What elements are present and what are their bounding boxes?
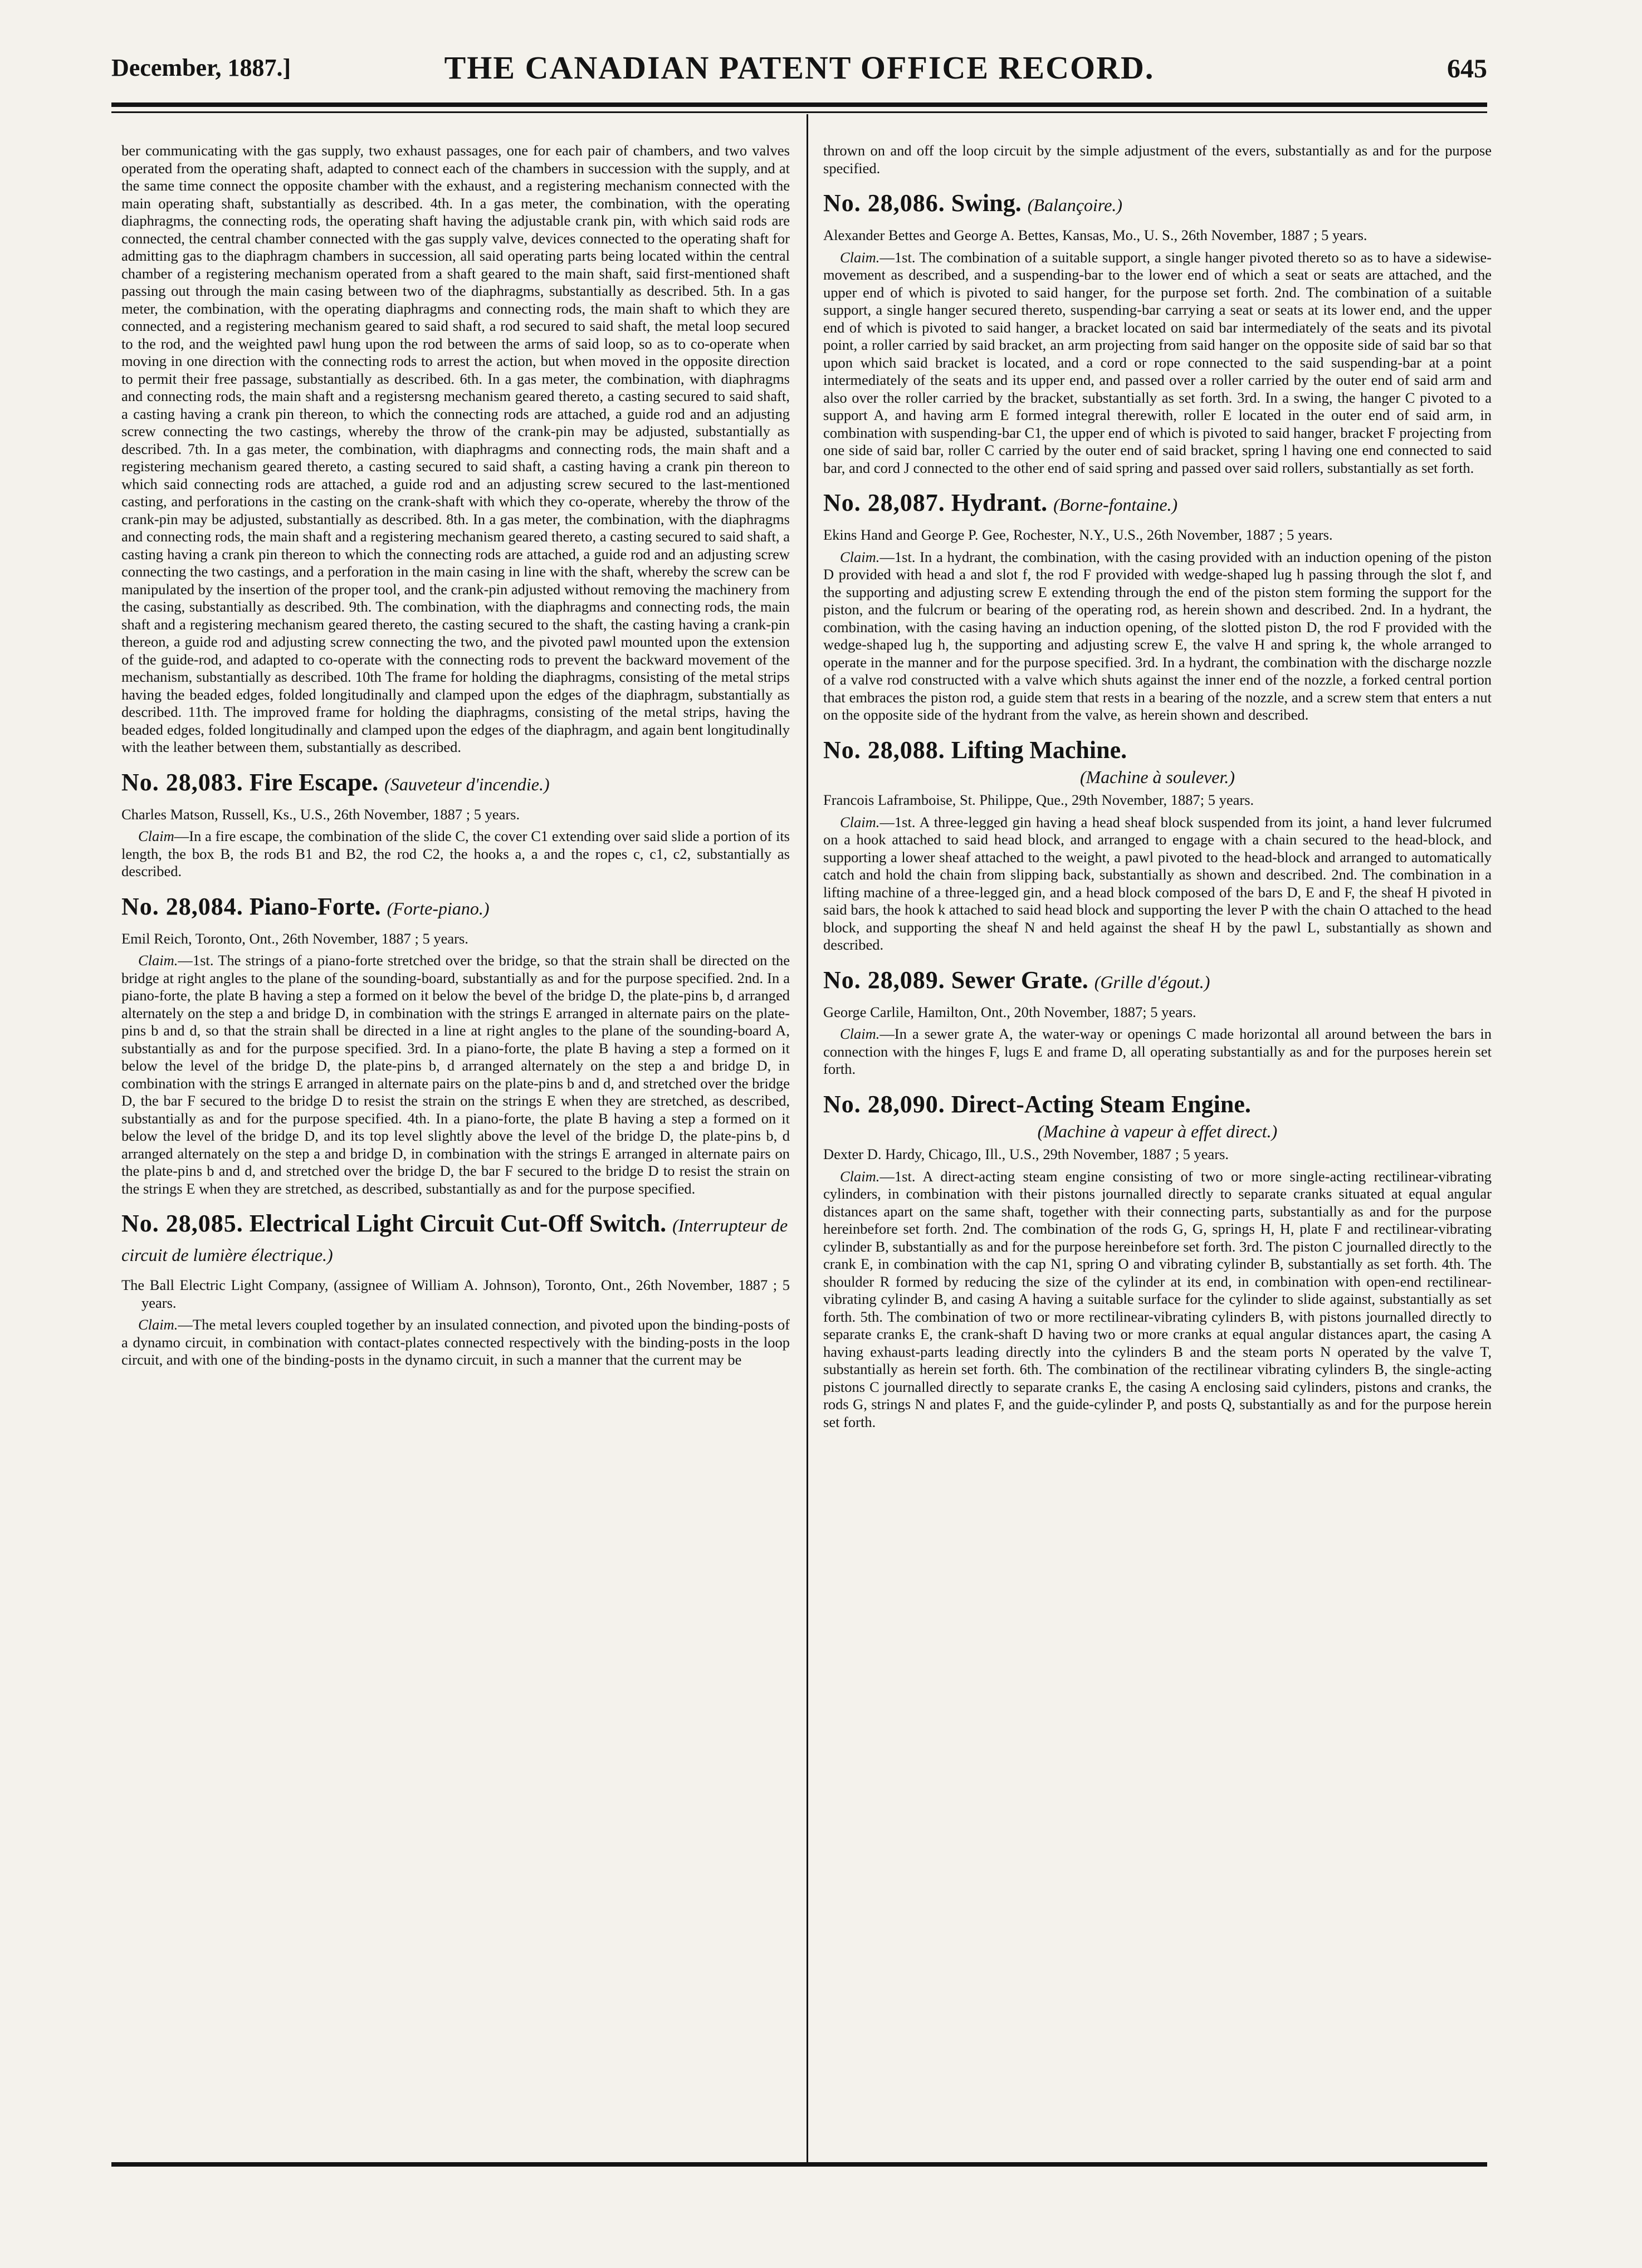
claim-label: Claim. (138, 952, 178, 969)
patent-heading (823, 736, 1492, 764)
issue-date: December, 1887.] (111, 54, 291, 81)
patent-entry-28083 (121, 769, 790, 881)
patent-grantee: Emil Reich, Toronto, Ont., 26th November, 1887 ; 5 years. (121, 930, 468, 947)
header-rule (111, 102, 1487, 107)
patent-entry-28089 (823, 966, 1492, 1078)
claim-label: Claim. (138, 1316, 178, 1333)
patent-heading (823, 1091, 1492, 1118)
patent-claim (823, 814, 1492, 954)
patent-heading (823, 489, 1492, 519)
patent-translation: (Sauveteur d'incendie.) (384, 774, 550, 794)
patent-heading (823, 966, 1492, 996)
continued-claim-text: thrown on and off the loop circuit by the simple adjustment of the evers, substantially as and for the purpose specified. (823, 142, 1492, 177)
claim-text: —The metal levers coupled together by an insulated connection, and pivoted upon the binding-posts of a dynamo circuit, in combination with contact-plates connected respectively with the binding-posts in the loop circuit, and with one of the binding-posts in the dynamo circuit, in such a manner that the current may be (121, 1316, 790, 1368)
right-column (823, 142, 1492, 2153)
patent-number: No. 28,085. (121, 1210, 243, 1237)
patent-title: Hydrant. (951, 489, 1048, 516)
page-number: 645 (1447, 54, 1487, 84)
patent-grantee: Alexander Bettes and George A. Bettes, Kansas, Mo., U. S., 26th November, 1887 ; 5 years. (823, 227, 1367, 243)
claim-text: —1st. A three-legged gin having a head sheaf block suspended from its joint, a hand lever fulcrumed on a hook attached to said head block, and arranged to engage with a chain secured to the head-block, and supporting a lower sheaf attached to the weight, a pawl pivoted to the head-block and arranged to automatically catch and hold the chain from slipping back, substantially as shown and described. 2nd. The combination in a lifting machine of a three-legged gin, and a head block composed of the bars D, E and F, the sheaf H pivoted in said bars, the hook k attached to said head block and supporting the lever P with the chain O attached to the head block, and supporting the sheaf N and held against the sheaf H by the pawl L, substantially as shown and described. (823, 813, 1492, 953)
patent-grantee: Charles Matson, Russell, Ks., U.S., 26th November, 1887 ; 5 years. (121, 805, 520, 823)
patent-number: No. 28,090. (823, 1090, 945, 1118)
claim-text: —In a fire escape, the combination of the slide C, the cover C1 extending over said slide a portion of its length, the box B, the rods B1 and B2, the rod C2, the hooks a, a and the ropes c, c1, c2, substantially as described. (121, 828, 790, 879)
patent-claim (121, 1316, 790, 1369)
claim-label: Claim. (840, 548, 880, 565)
footer-rule (111, 2162, 1487, 2167)
patent-heading (121, 893, 790, 922)
patent-translation: (Balançoire.) (1027, 195, 1123, 215)
claim-text: —1st. The strings of a piano-forte stretched over the bridge, so that the strain shall be directed on the bridge at right angles to the plane of the sounding-board, substantially as and for the purpose specified. 2nd. In a piano-forte, the plate B having a step a formed on it below the bevel of the bridge D, the plate-pins b, d arranged alternately on the step a and bridge D, in combination with the strings E arranged in alternate pairs on the plate-pins b and d, so that the strain shall be directed in a line at right angles to the plane of the sounding-board A, substantially as and for the purpose specified. 3rd. In a piano-forte, the plate B having a step a formed on it below the level of the bridge D, the plate-pins b, d arranged alternately on the step a and bridge D, in combination with the strings E arranged in alternate pairs on the plate-pins b and d, and stretched over the bridge D, the bar F secured to the bridge D to resist the strain on the strings E when they are stretched, as described, substantially as and for the purpose specified. 4th. In a piano-forte, the plate B having a step a formed on it below the level of the bridge D, and its top level slightly above the level of the bridge D, the plate-pins b, d arranged alternately on the step a and bridge D, in combination with the strings E arranged in alternate pairs on the plate-pins b and d, and stretched over the bridge D, the bar F secured to the bridge D to resist the strain on the strings E when they are stretched, as described, substantially as and for the purpose specified. (121, 952, 790, 1197)
patent-number: No. 28,086. (823, 189, 945, 217)
running-head (111, 50, 1487, 90)
patent-claim (121, 952, 790, 1197)
claim-label: Claim. (840, 1025, 880, 1042)
patent-title: Sewer Grate. (951, 966, 1088, 994)
patent-number: No. 28,084. (121, 892, 243, 920)
patent-number: No. 28,083. (121, 768, 243, 796)
patent-heading (121, 1210, 790, 1269)
patent-grantee: The Ball Electric Light Company, (assignee of William A. Johnson), Toronto, Ont., 26th November, 1887 ; 5 years. (121, 1277, 790, 1311)
publication-title: THE CANADIAN PATENT OFFICE RECORD. (444, 50, 1155, 86)
patent-claim (121, 828, 790, 881)
patent-title: Piano-Forte. (249, 892, 381, 920)
patent-grantee: Dexter D. Hardy, Chicago, Ill., U.S., 29th November, 1887 ; 5 years. (823, 1146, 1229, 1162)
patent-entry-28084 (121, 893, 790, 1198)
patent-claim (823, 1025, 1492, 1078)
patent-translation: (Machine à soulever.) (1079, 766, 1235, 787)
patent-title: Electrical Light Circuit Cut-Off Switch. (249, 1210, 667, 1237)
claim-label: Claim. (840, 813, 880, 830)
patent-number: No. 28,089. (823, 966, 945, 994)
patent-translation: (Grille d'égout.) (1094, 971, 1210, 992)
patent-title: Fire Escape. (249, 768, 379, 796)
patent-claim (823, 549, 1492, 724)
patent-grantee: Francois Laframboise, St. Philippe, Que., 29th November, 1887; 5 years. (823, 791, 1254, 808)
header-rule-thin (111, 111, 1487, 113)
patent-entry-28086 (823, 189, 1492, 477)
patent-entry-28088 (823, 736, 1492, 954)
claim-text: —1st. In a hydrant, the combination, with the casing provided with an induction opening of the piston D provided with head a and slot f, the rod F provided with wedge-shaped lug h passing through the slot f, and the supporting and adjusting screw E extending through the end of the piston stem forming the support for the piston, and the fulcrum or bearing of the operating rod, as herein shown and described. 2nd. In a hydrant, the combination, with the casing having an induction opening, of the slotted piston D, the rod F provided with the wedge-shaped lug h, the supporting and adjusting screw E, the valve H and spring k, the whole arranged to operate in the manner and for the purpose specified. 3rd. In a hydrant, the combination with the discharge nozzle of a valve rod constructed with a valve which shuts against the inner end of the nozzle, a forked central portion that embraces the piston rod, a guide stem that rests in a bearing of the nozzle, and a screw stem that enters a nut on the opposite side of the hydrant from the valve, as herein shown and described. (823, 548, 1492, 723)
claim-text: —1st. A direct-acting steam engine consisting of two or more single-acting rectilinear-vibrating cylinders, in combination with their pistons journalled directly to separate cranks situated at equal angular distances apart on the same shaft, together with their connecting parts, substantially as and for the purpose hereinbefore set forth. 2nd. The combination of the rods G, G, springs H, H, plate F and rectilinear-vibrating cylinder B, substantially as and for the purpose hereinbefore set forth. 3rd. The piston C journalled directly to the crank E, in combination with the cap N1, spring O and vibrating cylinder B, substantially as set forth. 4th. The shoulder R formed by reducing the size of the cylinder at its end, in combination with open-end rectilinear-vibrating cylinder B, and casing A having a suitable surface for the cylinder to slide against, substantially as set forth. 5th. The combination of two or more rectilinear-vibrating cylinders B, with pistons journalled directly to separate cranks E, the crank-shaft D having two or more cranks at equal angular distances apart, the casing A having exhaust-parts leading directly into the cylinders B and the steam ports N operated by the valve T, substantially as herein set forth. 6th. The combination of the rectilinear vibrating cylinders B, the single-acting pistons C journalled directly to separate cranks E, the casing A enclosing said cylinders, pistons and cranks, the rods G, strings N and plates F, and the guide-cylinder P, and posts Q, substantially as and for the purpose herein set forth. (823, 1167, 1492, 1430)
claim-label: Claim (138, 828, 174, 844)
claim-label: Claim. (840, 248, 880, 266)
patent-grantee: George Carlile, Hamilton, Ont., 20th November, 1887; 5 years. (823, 1003, 1196, 1020)
column-divider (807, 114, 808, 2162)
patent-translation: (Borne-fontaine.) (1053, 495, 1178, 515)
patent-entry-28087 (823, 489, 1492, 724)
patent-translation: (Interrupteur de circuit de lumière électrique.) (121, 1215, 788, 1265)
patent-entry-28090 (823, 1091, 1492, 1431)
patent-heading (823, 189, 1492, 219)
claim-text: —In a sewer grate A, the water-way or openings C made horizontal all around between the bars in connection with the hinges F, lugs E and frame D, all operating substantially as and for the purposes herein set forth. (823, 1025, 1492, 1077)
patent-claim (823, 249, 1492, 477)
continued-claim-text: ber communicating with the gas supply, two exhaust passages, one for each pair of chambers, and two valves operated from the operating shaft, adapted to connect each of the chambers in succession with the supply, and at the same time connect the opposite chamber with the exhaust, and a registering mechanism connected with the main operating shaft, substantially as described. 4th. In a gas meter, the combination, with the operating diaphragms, the connecting rods, the operating shaft having the adjustable crank pin, with which said rods are connected, the central chamber connected with the gas supply valve, devices connected to the operating shaft for admitting gas to the diaphragm chambers in succession, all said operating parts being located within the central chamber of a registering mechanism operated from a shaft geared to the main shaft, said first-mentioned shaft passing out through the main casing between two of the diaphragms, substantially as described. 5th. In a gas meter, the combination, with the operating diaphragms and connecting rods, the main shaft to which they are connected, and a registering mechanism geared to said shaft, a rod secured to said shaft, the metal loop secured to the rod, and the weighted pawl hung upon the rod between the arms of said loop, so as to co-operate when moving in one direction with the connecting rods to arrest the action, but when moved in the opposite direction to permit their free passage, substantially as described. 6th. In a gas meter, the combination, with diaphragms and connecting rods, the main shaft and a registersng mechanism geared thereto, a casting secured to said shaft, a casting having a crank pin thereon, to which the connecting rods are attached, a guide rod and an adjusting screw connecting the two castings, whereby the throw of the crank-pin may be adjusted, substantially as described. 7th. In a gas meter, the combination, with diaphragms and connecting rods, the main shaft and a registering mechanism geared thereto, a casting secured to said shaft, a casting having a crank pin thereon to which said connecting rods are attached, a guide rod and an adjusting screw secured to the last-mentioned casting, and perforations in the casting on the crank-shaft with which they co-operate, whereby the throw of the crank-pin may be adjusted, substantially as described. 8th. In a gas meter, the combination, with the diaphragms and connecting rods, the main shaft and a registering mechanism geared thereto, a casting secured to said shaft, a casting having a crank pin thereon to which the connecting rods are attached, a guide rod and an adjusting screw connecting the two castings, and a perforation in the main casing in line with the shaft, whereby the screw can be manipulated by the insertion of the proper tool, and the crank-pin adjusted without removing the machinery from the casing, substantially as described. 9th. The combination, with the diaphragms and connecting rods, the main shaft and a registering mechanism geared thereto, the casting secured to the shaft, the casting having a crank-pin thereon, a guide rod and adjusting screw connecting the two, and the pivoted pawl mounted upon the extension of the guide-rod, and adapted to co-operate with the connecting rods to prevent the backward movement of the mechanism, substantially as described. 10th The frame for holding the diaphragms, consisting of the metal strips having the beaded edges, folded longitudinally and clamped upon the edges of the diaphragm, substantially as described. 11th. The improved frame for holding the diaphragms, consisting of the metal strips, having the beaded edges, folded longitudinally and clamped upon the edges of the diaphragm, and again bent longitudinally with the leather between them, substantially as described. (121, 142, 790, 755)
claim-label: Claim. (840, 1167, 880, 1185)
patent-title: Swing. (951, 189, 1022, 217)
patent-entry-28085 (121, 1210, 790, 1369)
patent-title: Direct-Acting Steam Engine. (951, 1090, 1251, 1118)
patent-translation: (Machine à vapeur à effet direct.) (1037, 1121, 1278, 1141)
patent-number: No. 28,088. (823, 736, 945, 764)
patent-heading (121, 769, 790, 798)
claim-text: —1st. The combination of a suitable support, a single hanger pivoted thereto so as to have a sidewise-movement as described, and a suspending-bar to the lower end of which a seat or seats are attached, and the upper end of which is pivoted to said hanger, for the purpose set forth. 2nd. The combination of a suitable support, a single hanger secured thereto, suspending-bar carrying a seat or seats at its lower end, and the upper end of which is pivoted to said hanger, a bracket located on said bar intermediately of the seats and its pivotal point, a roller carried by said bracket, an arm projecting from said hanger on the opposite side of said bar so that upon which said bracket is located, and a cord or rope connected to the said suspending-bar at a point intermediately of the seats and its upper end, and passed over a roller carried by the outer end of said arm and also over the roller carried by the bracket, substantially as set forth. 3rd. In a swing, the hanger C pivoted to a support A, and having arm E formed integral therewith, roller E located in the outer end of said arm, in combination with suspending-bar C1, the upper end of which is pivoted to said hanger, bracket F projecting from one side of said bar, roller C carried by the outer end of said bracket, spring l having one end connected to said bar, and cord J connected to the other end of said spring and passed over said rollers, substantially as set forth. (823, 248, 1492, 476)
patent-title: Lifting Machine. (951, 736, 1127, 764)
left-column (121, 142, 790, 2153)
patent-grantee: Ekins Hand and George P. Gee, Rochester, N.Y., U.S., 26th November, 1887 ; 5 years. (823, 526, 1333, 543)
patent-number: No. 28,087. (823, 489, 945, 516)
patent-claim (823, 1168, 1492, 1431)
patent-translation: (Forte-piano.) (387, 898, 490, 918)
